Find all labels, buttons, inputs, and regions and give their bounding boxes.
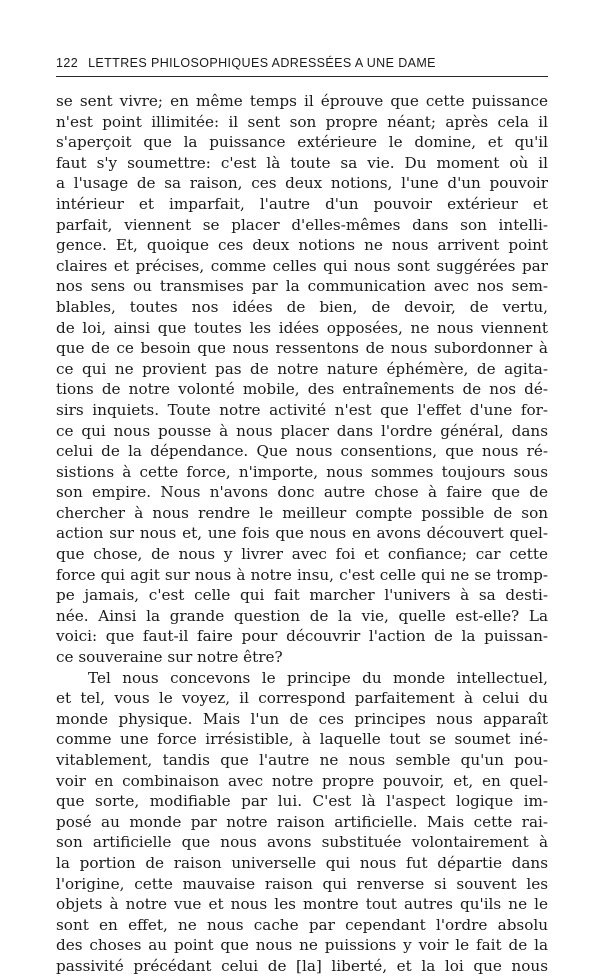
text-line: passivité précédant celui de [la] liberté, et la loi que nous [56,956,548,975]
text-line: voir en combinaison avec notre propre pouvoir, et, en quel- [56,771,548,790]
text-line: l'origine, cette mauvaise raison qui renverse si souvent les [56,874,548,893]
text-line: action sur nous et, une fois que nous en avons découvert quel- [56,524,548,543]
text-line: de loi, ainsi que toutes les idées opposées, ne nous viennent [56,318,548,337]
text-line: monde physique. Mais l'un de ces principes nous apparaît [56,709,548,728]
text-line: des choses au point que nous ne puissions y voir le fait de la [56,936,548,955]
text-line: chercher à nous rendre le meilleur compte possible de son [56,503,548,522]
text-line: a l'usage de sa raison, ces deux notions, l'une d'un pouvoir [56,174,548,193]
text-line: et tel, vous le voyez, il correspond parfaitement à celui du [56,689,548,708]
text-line: voici: que faut-il faire pour découvrir l'action de la puissan- [56,627,548,646]
text-line: sirs inquiets. Toute notre activité n'est que l'effet d'une for- [56,400,548,419]
text-line: s'aperçoit que la puissance extérieure le domine, et qu'il [56,133,548,152]
text-line: gence. Et, quoique ces deux notions ne nous arrivent point [56,236,548,255]
running-title: LETTRES PHILOSOPHIQUES ADRESSÉES A UNE DAME [88,56,436,70]
text-line: que chose, de nous y livrer avec foi et confiance; car cette [56,545,548,564]
text-line: posé au monde par notre raison artificielle. Mais cette rai- [56,812,548,831]
text-line: pe jamais, c'est celle qui fait marcher l'univers à sa desti- [56,586,548,605]
text-line: vitablement, tandis que l'autre ne nous semble qu'un pou- [56,751,548,769]
page-number: 122 [56,56,79,70]
text-line: sistions à cette force, n'importe, nous sommes toujours sous [56,462,548,481]
text-line: se sent vivre; en même temps il éprouve que cette puissance [56,92,548,110]
text-line: comme une force irrésistible, à laquelle tout se soumet iné- [56,730,548,749]
text-line: sont en effet, ne nous cache par cependant l'ordre absolu [56,915,548,934]
text-line: faut s'y soumettre: c'est là toute sa vie. Du moment où il [56,153,548,172]
text-line: intérieur et imparfait, l'autre d'un pouvoir extérieur et [56,194,548,213]
text-line: née. Ainsi la grande question de la vie, quelle est-elle? La [56,606,548,625]
text-line: la portion de raison universelle qui nous fut départie dans [56,853,548,872]
text-line: objets à notre vue et nous les montre tout autres qu'ils ne le [56,895,548,914]
text-line: n'est point illimitée: il sent son propre néant; après cela il [56,112,548,131]
header-rule [56,76,548,77]
text-line: son artificielle que nous avons substituée volontairement à [56,833,548,852]
text-line: blables, toutes nos idées de bien, de devoir, de vertu, [56,297,548,316]
text-line: que de ce besoin que nous ressentons de nous subordonner à [56,339,548,358]
text-line: claires et précises, comme celles qui nous sont suggérées par [56,256,548,275]
text-line: son empire. Nous n'avons donc autre chose à faire que de [56,483,548,502]
text-line: celui de la dépendance. Que nous consentions, que nous ré- [56,442,548,461]
book-page [56,56,548,977]
body-text [56,91,548,977]
text-line: Tel nous concevons le principe du monde intellectuel, [88,668,548,687]
text-line: ce qui ne provient pas de notre nature éphémère, de agita- [56,359,548,378]
text-line: ce qui nous pousse à nous placer dans l'ordre général, dans [56,421,548,440]
text-line: tions de notre volonté mobile, des entraînements de nos dé- [56,380,548,399]
text-line: force qui agit sur nous à notre insu, c'est celle qui ne se tromp- [56,565,548,584]
text-line: ce souveraine sur notre être? [56,648,283,667]
text-line: parfait, viennent se placer d'elles-mêmes dans son intelli- [56,215,548,234]
text-line: nos sens ou transmises par la communication avec nos sem- [56,277,548,296]
text-line: que sorte, modifiable par lui. C'est là l'aspect logique im- [56,792,548,811]
running-head [56,56,548,74]
